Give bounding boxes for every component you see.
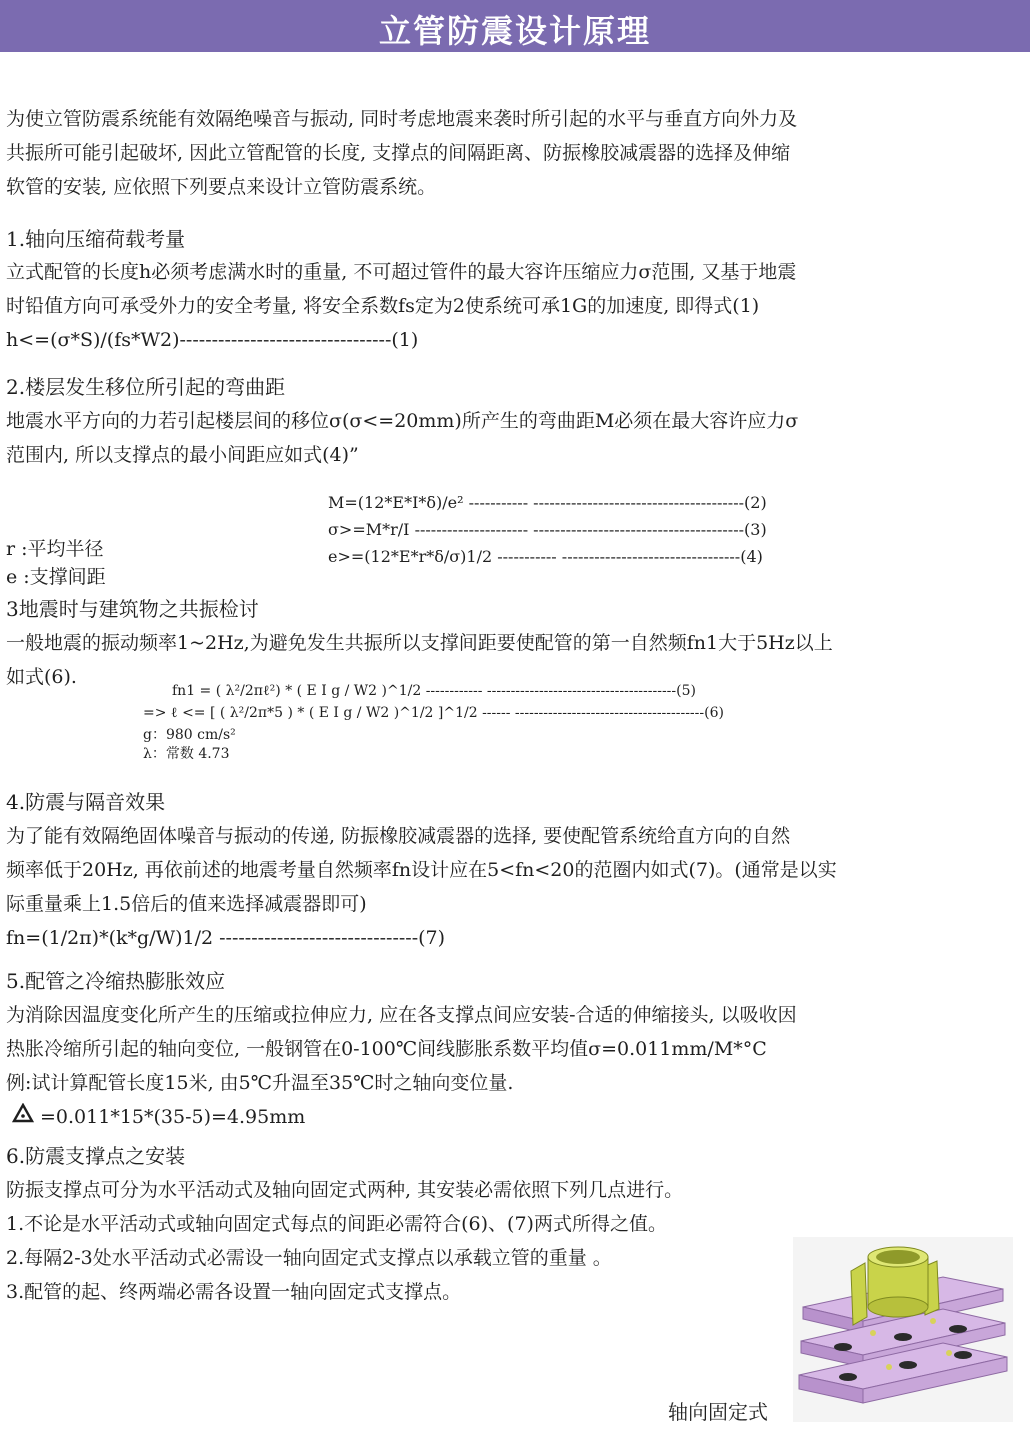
formula-line: e>=(12*E*r*δ/σ)1/2 ----------- ---------------------------------(4)	[328, 547, 763, 566]
paragraph-line: 一般地震的振动频率1~2Hz,为避免发生共振所以支撑间距要使配管的第一自然频fn1大于5Hz以上	[6, 632, 833, 654]
intro-line: 软管的安装, 应依照下列要点来设计立管防震系统。	[6, 176, 437, 198]
paragraph-line: 为消除因温度变化所产生的压缩或拉伸应力, 应在各支撑点间应安装-合适的伸缩接头, 以吸收因	[6, 1004, 797, 1026]
paragraph-line: 如式(6).	[6, 666, 77, 688]
axial-fixed-support-image	[793, 1237, 1013, 1422]
intro-line: 共振所可能引起破坏, 因此立管配管的长度, 支撑点的间隔距离、防振橡胶减震器的选择及伸缩	[6, 142, 791, 164]
paragraph-line: 立式配管的长度h必须考虑满水时的重量, 不可超过管件的最大容许压缩应力σ范围, 又基于地震	[6, 261, 797, 283]
paragraph-line: 频率低于20Hz, 再依前述的地震考量自然频率fn设计应在5<fn<20的范圈内如式(7)。(通常是以实	[6, 859, 837, 881]
formula-line: h<=(σ*S)/(fs*W2)---------------------------------(1)	[6, 329, 419, 351]
section-heading: 6.防震支撑点之安装	[6, 1144, 186, 1168]
section-heading: 3地震时与建筑物之共振检讨	[6, 597, 259, 621]
formula-line: M=(12*E*I*δ)/e² ----------- ---------------------------------------(2)	[328, 493, 767, 512]
paragraph-line: 防振支撑点可分为水平活动式及轴向固定式两种, 其安装必需依照下列几点进行。	[6, 1179, 684, 1201]
paragraph-line: 地震水平方向的力若引起楼层间的移位σ(σ<=20mm)所产生的弯曲距M必须在最大容许应力σ	[6, 410, 799, 432]
section-heading: 2.楼层发生移位所引起的弯曲距	[6, 375, 286, 399]
delta-icon	[12, 1103, 34, 1123]
intro-line: 为使立管防震系统能有效隔绝噪音与振动, 同时考虑地震来袭时所引起的水平与垂直方向外力及	[6, 108, 798, 130]
variable-definition: e :支撑间距	[6, 566, 106, 588]
formula-line: fn=(1/2π)*(k*g/W)1/2 -------------------------------(7)	[6, 927, 446, 949]
formula-line: => ℓ <= [ ( λ²/2π*5 ) * ( E I g / W2 )^1/2 ]^1/2 ------ ----------------------------------------(6)	[143, 705, 724, 721]
paragraph-line: 3.配管的起、终两端必需各设置一轴向固定式支撑点。	[6, 1281, 462, 1303]
paragraph-line: 时铅值方向可承受外力的安全考量, 将安全系数fs定为2使系统可承1G的加速度, 即得式(1)	[6, 295, 760, 317]
paragraph-line: 2.每隔2-3处水平活动式必需设一轴向固定式支撑点以承载立管的重量 。	[6, 1247, 612, 1269]
paragraph-line: 例:试计算配管长度15米, 由5℃升温至35℃时之轴向变位量.	[6, 1072, 514, 1094]
paragraph-line: 热胀冷缩所引起的轴向变位, 一般钢管在0-100℃间线膨胀系数平均值σ=0.011mm/M*°C	[6, 1038, 767, 1060]
paragraph-line: 际重量乘上1.5倍后的值来选择减震器即可)	[6, 893, 367, 915]
formula-line: σ>=M*r/I --------------------- ---------------------------------------(3)	[328, 520, 767, 539]
formula-line: =0.011*15*(35-5)=4.95mm	[40, 1106, 306, 1128]
section-heading: 5.配管之冷缩热膨胀效应	[6, 969, 226, 993]
formula-variable: g：980 cm/s²	[143, 727, 236, 743]
formula-line: fn1 = ( λ²/2πℓ²) * ( E I g / W2 )^1/2 ------------ ----------------------------------------(5)	[172, 683, 696, 699]
formula-variable: λ：常数 4.73	[143, 746, 230, 762]
figure-caption: 轴向固定式	[668, 1400, 768, 1424]
variable-definition: r :平均半径	[6, 538, 104, 560]
section-heading: 1.轴向压缩荷载考量	[6, 227, 186, 251]
paragraph-line: 范围内, 所以支撑点的最小间距应如式(4)”	[6, 444, 359, 466]
paragraph-line: 1.不论是水平活动式或轴向固定式每点的间距必需符合(6)、(7)两式所得之值。	[6, 1213, 667, 1235]
paragraph-line: 为了能有效隔绝固体噪音与振动的传递, 防振橡胶减震器的选择, 要使配管系统给直方向的自然	[6, 825, 791, 847]
page-title: 立管防震设计原理	[378, 12, 651, 50]
section-heading: 4.防震与隔音效果	[6, 790, 166, 814]
